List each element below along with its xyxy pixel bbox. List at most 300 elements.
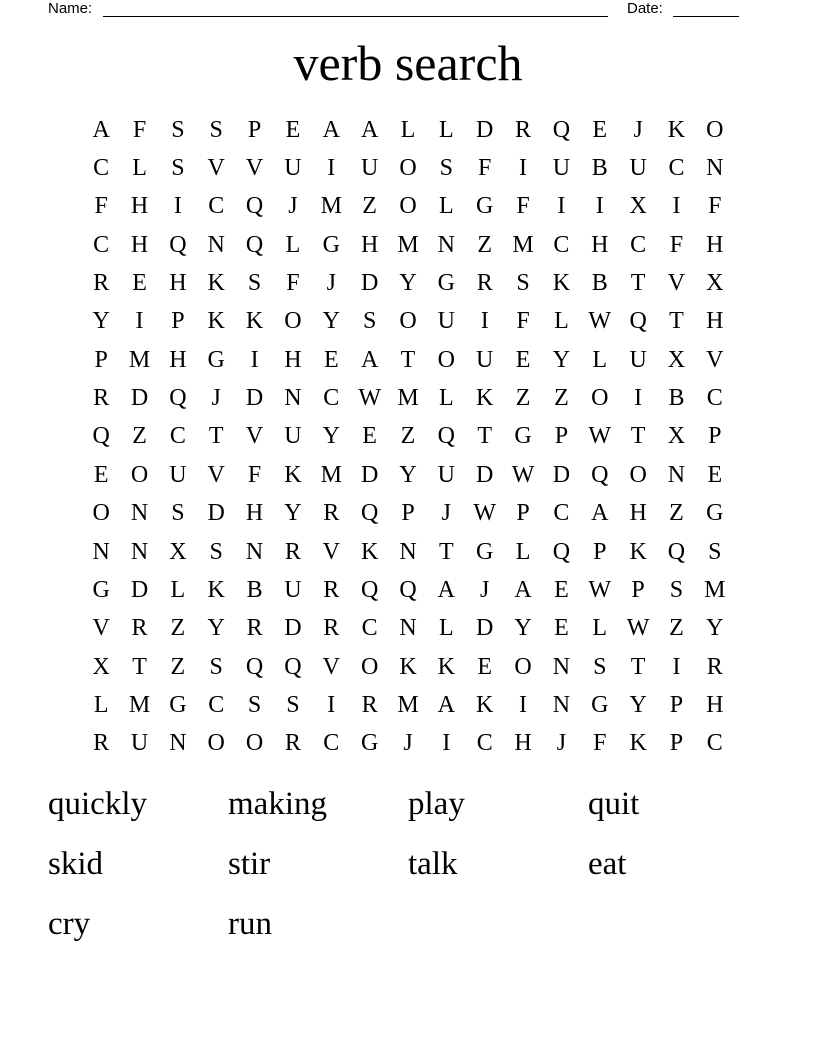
grid-cell: E xyxy=(515,346,531,373)
grid-cell: V xyxy=(245,423,264,450)
grid-cell: Y xyxy=(629,691,647,718)
grid-cell: W xyxy=(588,423,612,450)
word-list-item: stir xyxy=(228,846,271,882)
grid-cell: O xyxy=(437,346,456,373)
grid-cell: V xyxy=(322,653,340,680)
grid-cell: G xyxy=(322,231,340,258)
grid-cell: H xyxy=(130,193,149,220)
grid-cell: N xyxy=(552,653,571,680)
word-list-item: eat xyxy=(588,846,627,882)
grid-cell: S xyxy=(286,691,300,718)
name-blank-line xyxy=(103,16,608,17)
grid-cell: G xyxy=(360,730,379,757)
grid-cell: V xyxy=(322,538,340,565)
grid-cell: D xyxy=(130,385,149,412)
grid-cell: C xyxy=(476,730,493,757)
grid-cell: W xyxy=(511,461,535,488)
grid-cell: Z xyxy=(170,653,186,680)
grid-cell: S xyxy=(209,653,223,680)
grid-cell: M xyxy=(128,691,151,718)
grid-cell: G xyxy=(476,538,494,565)
word-list-item: play xyxy=(408,786,465,822)
grid-cell: L xyxy=(170,576,186,603)
grid-cell: N xyxy=(437,231,456,258)
grid-cell: U xyxy=(284,423,302,450)
grid-cell: Y xyxy=(399,270,417,297)
grid-cell: L xyxy=(93,691,109,718)
grid-cell: H xyxy=(706,231,724,258)
grid-cell: Q xyxy=(245,653,264,680)
grid-cell: T xyxy=(400,346,416,373)
grid-cell: I xyxy=(672,653,681,680)
grid-cell: O xyxy=(629,461,647,488)
grid-cell: H xyxy=(591,231,609,258)
grid-cell: Y xyxy=(706,615,724,642)
grid-cell: E xyxy=(554,615,569,642)
date-label: Date: xyxy=(627,0,663,17)
grid-cell: M xyxy=(128,346,151,373)
grid-cell: J xyxy=(403,730,413,757)
grid-cell: J xyxy=(556,730,567,757)
grid-cell: Y xyxy=(92,308,110,335)
grid-cell: L xyxy=(515,538,531,565)
grid-cell: C xyxy=(630,231,647,258)
grid-cell: R xyxy=(515,116,532,143)
grid-cell: Q xyxy=(284,653,302,680)
grid-cell: X xyxy=(92,653,110,680)
grid-cell: M xyxy=(512,231,534,258)
date-blank-line xyxy=(673,16,739,17)
grid-cell: B xyxy=(246,576,263,603)
grid-cell: K xyxy=(399,653,417,680)
grid-cell: Y xyxy=(399,461,417,488)
grid-cell: K xyxy=(207,576,225,603)
grid-cell: I xyxy=(557,193,566,220)
name-label: Name: xyxy=(48,0,93,17)
grid-cell: K xyxy=(552,270,571,297)
grid-cell: R xyxy=(361,691,378,718)
grid-cell: C xyxy=(553,500,570,527)
grid-cell: F xyxy=(669,231,684,258)
grid-cell: R xyxy=(246,615,263,642)
word-list-item: talk xyxy=(408,846,458,882)
grid-cell: S xyxy=(247,691,262,718)
grid-cell: C xyxy=(169,423,186,450)
grid-cell: B xyxy=(591,155,608,182)
grid-cell: H xyxy=(360,231,379,258)
grid-cell: B xyxy=(591,270,608,297)
grid-cell: Z xyxy=(669,615,684,642)
grid-cell: V xyxy=(706,346,724,373)
grid-cell: T xyxy=(630,423,646,450)
grid-cell: M xyxy=(397,231,419,258)
grid-cell: Z xyxy=(400,423,416,450)
grid-cell: N xyxy=(169,730,187,757)
grid-cell: A xyxy=(437,691,456,718)
grid-cell: U xyxy=(360,155,379,182)
grid-cell: S xyxy=(209,538,223,565)
grid-cell: U xyxy=(437,461,456,488)
grid-cell: A xyxy=(360,116,379,143)
grid-cell: Q xyxy=(552,116,571,143)
grid-cell: F xyxy=(516,308,530,335)
grid-cell: R xyxy=(93,270,110,297)
grid-cell: O xyxy=(399,308,417,335)
grid-cell: Q xyxy=(437,423,456,450)
grid-cell: E xyxy=(554,576,569,603)
grid-cell: A xyxy=(92,116,110,143)
grid-cell: P xyxy=(401,500,415,527)
grid-cell: S xyxy=(171,116,185,143)
grid-cell: I xyxy=(480,308,489,335)
grid-cell: P xyxy=(669,691,684,718)
grid-cell: G xyxy=(437,270,456,297)
grid-cell: H xyxy=(245,500,264,527)
grid-cell: H xyxy=(706,308,724,335)
grid-cell: D xyxy=(360,461,379,488)
grid-cell: O xyxy=(92,500,110,527)
word-list-item: cry xyxy=(48,906,91,942)
grid-cell: N xyxy=(706,155,724,182)
grid-cell: N xyxy=(130,500,149,527)
grid-cell: L xyxy=(439,116,454,143)
grid-cell: P xyxy=(94,346,108,373)
grid-cell: K xyxy=(437,653,456,680)
grid-cell: L xyxy=(285,231,301,258)
grid-cell: R xyxy=(93,730,110,757)
grid-cell: U xyxy=(437,308,456,335)
word-list xyxy=(48,776,768,956)
grid-cell: V xyxy=(92,615,110,642)
grid-cell: D xyxy=(552,461,571,488)
grid-cell: O xyxy=(399,193,417,220)
grid-cell: U xyxy=(552,155,571,182)
grid-cell: Z xyxy=(477,231,493,258)
grid-cell: S xyxy=(516,270,530,297)
grid-cell: J xyxy=(633,116,643,143)
grid-cell: W xyxy=(626,615,650,642)
grid-cell: S xyxy=(708,538,722,565)
grid-cell: R xyxy=(284,730,301,757)
grid-cell: M xyxy=(397,691,419,718)
grid-cell: S xyxy=(593,653,607,680)
grid-cell: V xyxy=(245,155,264,182)
grid-cell: Q xyxy=(667,538,686,565)
grid-cell: C xyxy=(323,385,340,412)
grid-cell: K xyxy=(360,538,379,565)
grid-cell: S xyxy=(247,270,262,297)
grid-cell: Z xyxy=(554,385,569,412)
grid-cell: N xyxy=(207,231,225,258)
grid-cell: U xyxy=(130,730,149,757)
grid-cell: M xyxy=(704,576,726,603)
word-list-item: skid xyxy=(48,846,104,882)
grid-cell: T xyxy=(439,538,454,565)
grid-cell: T xyxy=(630,270,646,297)
grid-cell: D xyxy=(245,385,264,412)
grid-cell: Y xyxy=(322,423,340,450)
grid-cell: C xyxy=(208,691,225,718)
grid-cell: I xyxy=(135,308,144,335)
grid-cell: O xyxy=(130,461,149,488)
grid-cell: I xyxy=(634,385,643,412)
grid-cell: S xyxy=(669,576,684,603)
grid-cell: V xyxy=(207,155,225,182)
grid-cell: O xyxy=(399,155,417,182)
grid-cell: C xyxy=(93,231,110,258)
grid-cell: O xyxy=(706,116,724,143)
grid-cell: J xyxy=(326,270,336,297)
grid-cell: L xyxy=(439,193,454,220)
grid-cell: N xyxy=(92,538,110,565)
grid-cell: I xyxy=(327,155,336,182)
grid-cell: D xyxy=(476,461,494,488)
grid-cell: R xyxy=(476,270,493,297)
grid-cell: Q xyxy=(629,308,647,335)
grid-cell: J xyxy=(480,576,490,603)
grid-cell: S xyxy=(209,116,223,143)
grid-cell: F xyxy=(708,193,722,220)
grid-cell: F xyxy=(286,270,300,297)
grid-cell: G xyxy=(591,691,609,718)
grid-cell: Z xyxy=(669,500,684,527)
grid-cell: J xyxy=(211,385,221,412)
grid-cell: E xyxy=(132,270,147,297)
grid-cell: D xyxy=(476,116,494,143)
grid-cell: O xyxy=(245,730,264,757)
page-title: verb search xyxy=(293,35,523,91)
grid-cell: I xyxy=(595,193,604,220)
grid-cell: O xyxy=(591,385,609,412)
grid-cell: S xyxy=(439,155,454,182)
grid-cell: Q xyxy=(360,576,379,603)
grid-cell: W xyxy=(588,576,612,603)
grid-cell: C xyxy=(706,730,723,757)
grid-cell: H xyxy=(514,730,532,757)
grid-cell: I xyxy=(173,193,182,220)
word-list-item: run xyxy=(228,906,272,942)
grid-cell: M xyxy=(320,193,342,220)
grid-cell: B xyxy=(668,385,685,412)
grid-cell: D xyxy=(476,615,494,642)
grid-cell: E xyxy=(592,116,608,143)
word-list-item: quickly xyxy=(48,786,147,822)
grid-cell: O xyxy=(284,308,302,335)
grid-cell: G xyxy=(92,576,110,603)
grid-cell: P xyxy=(708,423,722,450)
grid-cell: L xyxy=(400,116,416,143)
grid-cell: X xyxy=(706,270,724,297)
grid-cell: F xyxy=(94,193,108,220)
grid-cell: W xyxy=(473,500,497,527)
grid-cell: N xyxy=(399,615,417,642)
grid-cell: F xyxy=(478,155,492,182)
grid-cell: T xyxy=(132,653,147,680)
grid-cell: L xyxy=(132,155,147,182)
grid-cell: L xyxy=(439,615,454,642)
grid-cell: V xyxy=(207,461,225,488)
grid-cell: F xyxy=(516,193,530,220)
grid-cell: N xyxy=(667,461,686,488)
grid-cell: P xyxy=(516,500,530,527)
grid-cell: E xyxy=(323,346,339,373)
grid-cell: C xyxy=(208,193,225,220)
grid-cell: U xyxy=(476,346,494,373)
letter-grid xyxy=(82,111,734,763)
grid-cell: N xyxy=(399,538,417,565)
grid-cell: Y xyxy=(322,308,340,335)
grid-cell: F xyxy=(247,461,262,488)
grid-cell: E xyxy=(285,116,301,143)
grid-cell: O xyxy=(360,653,379,680)
grid-cell: A xyxy=(514,576,532,603)
grid-cell: C xyxy=(361,615,378,642)
grid-cell: L xyxy=(592,346,608,373)
grid-cell: X xyxy=(667,423,686,450)
grid-cell: I xyxy=(519,691,528,718)
grid-cell: Q xyxy=(169,231,187,258)
grid-cell: N xyxy=(284,385,302,412)
grid-cell: F xyxy=(593,730,607,757)
grid-cell: H xyxy=(169,270,187,297)
grid-cell: G xyxy=(476,193,494,220)
grid-cell: T xyxy=(630,653,646,680)
grid-cell: P xyxy=(593,538,607,565)
grid-cell: C xyxy=(668,155,685,182)
grid-cell: G xyxy=(207,346,225,373)
grid-cell: G xyxy=(169,691,187,718)
grid-cell: D xyxy=(284,615,302,642)
grid-cell: S xyxy=(171,155,185,182)
grid-cell: P xyxy=(631,576,645,603)
grid-cell: R xyxy=(131,615,148,642)
grid-cell: C xyxy=(93,155,110,182)
grid-cell: X xyxy=(667,346,686,373)
grid-cell: R xyxy=(323,500,340,527)
grid-cell: Y xyxy=(514,615,532,642)
grid-cell: U xyxy=(629,346,647,373)
grid-cell: V xyxy=(667,270,686,297)
grid-cell: I xyxy=(672,193,681,220)
grid-cell: P xyxy=(669,730,684,757)
grid-cell: T xyxy=(669,308,684,335)
grid-cell: U xyxy=(169,461,187,488)
grid-cell: L xyxy=(439,385,454,412)
grid-cell: N xyxy=(130,538,149,565)
word-list-item: making xyxy=(228,786,327,822)
grid-cell: Q xyxy=(169,385,187,412)
grid-cell: Y xyxy=(552,346,571,373)
grid-cell: H xyxy=(169,346,187,373)
grid-cell: P xyxy=(554,423,569,450)
grid-cell: P xyxy=(247,116,262,143)
grid-cell: I xyxy=(327,691,336,718)
grid-cell: A xyxy=(437,576,456,603)
grid-cell: R xyxy=(93,385,110,412)
grid-cell: U xyxy=(284,155,302,182)
grid-cell: H xyxy=(284,346,302,373)
grid-cell: Z xyxy=(132,423,147,450)
grid-cell: Z xyxy=(170,615,186,642)
grid-cell: Q xyxy=(92,423,110,450)
grid-cell: T xyxy=(208,423,224,450)
grid-cell: M xyxy=(397,385,419,412)
grid-cell: T xyxy=(477,423,493,450)
grid-cell: Z xyxy=(362,193,377,220)
grid-cell: H xyxy=(629,500,647,527)
grid-cell: X xyxy=(629,193,647,220)
grid-cell: I xyxy=(519,155,528,182)
grid-cell: P xyxy=(171,308,185,335)
grid-cell: R xyxy=(284,538,301,565)
grid-cell: H xyxy=(130,231,149,258)
grid-cell: C xyxy=(706,385,723,412)
grid-cell: R xyxy=(706,653,723,680)
grid-cell: Q xyxy=(245,231,264,258)
grid-cell: I xyxy=(442,730,451,757)
grid-cell: N xyxy=(552,691,571,718)
grid-cell: D xyxy=(207,500,225,527)
grid-cell: E xyxy=(362,423,377,450)
grid-cell: Q xyxy=(360,500,379,527)
grid-cell: Q xyxy=(591,461,609,488)
header xyxy=(0,0,816,22)
grid-cell: U xyxy=(284,576,302,603)
grid-cell: K xyxy=(245,308,264,335)
grid-cell: F xyxy=(132,116,147,143)
grid-cell: K xyxy=(629,538,647,565)
grid-cell: K xyxy=(476,385,494,412)
grid-cell: U xyxy=(629,155,647,182)
grid-cell: S xyxy=(171,500,185,527)
grid-cell: C xyxy=(323,730,340,757)
grid-cell: J xyxy=(441,500,452,527)
grid-cell: A xyxy=(322,116,340,143)
grid-cell: O xyxy=(207,730,225,757)
grid-cell: J xyxy=(288,193,298,220)
grid-cell: W xyxy=(358,385,381,412)
grid-cell: Q xyxy=(552,538,571,565)
grid-cell: G xyxy=(706,500,724,527)
grid-cell: R xyxy=(323,576,340,603)
grid-cell: A xyxy=(591,500,609,527)
grid-cell: K xyxy=(667,116,686,143)
grid-cell: W xyxy=(588,308,612,335)
grid-cell: E xyxy=(93,461,109,488)
word-list-item: quit xyxy=(588,786,640,822)
grid-cell: A xyxy=(360,346,379,373)
grid-cell: I xyxy=(250,346,259,373)
grid-cell: R xyxy=(323,615,340,642)
grid-cell: L xyxy=(554,308,569,335)
grid-cell: Z xyxy=(515,385,531,412)
grid-cell: K xyxy=(207,270,225,297)
grid-cell: O xyxy=(514,653,532,680)
grid-cell: K xyxy=(284,461,302,488)
grid-cell: K xyxy=(629,730,647,757)
grid-cell: G xyxy=(514,423,532,450)
grid-cell: Y xyxy=(284,500,302,527)
grid-cell: X xyxy=(169,538,187,565)
grid-cell: H xyxy=(706,691,724,718)
grid-cell: E xyxy=(477,653,493,680)
grid-cell: N xyxy=(245,538,264,565)
grid-cell: Y xyxy=(207,615,225,642)
grid-cell: S xyxy=(362,308,377,335)
grid-cell: Q xyxy=(245,193,264,220)
grid-cell: E xyxy=(707,461,723,488)
grid-cell: C xyxy=(553,231,570,258)
